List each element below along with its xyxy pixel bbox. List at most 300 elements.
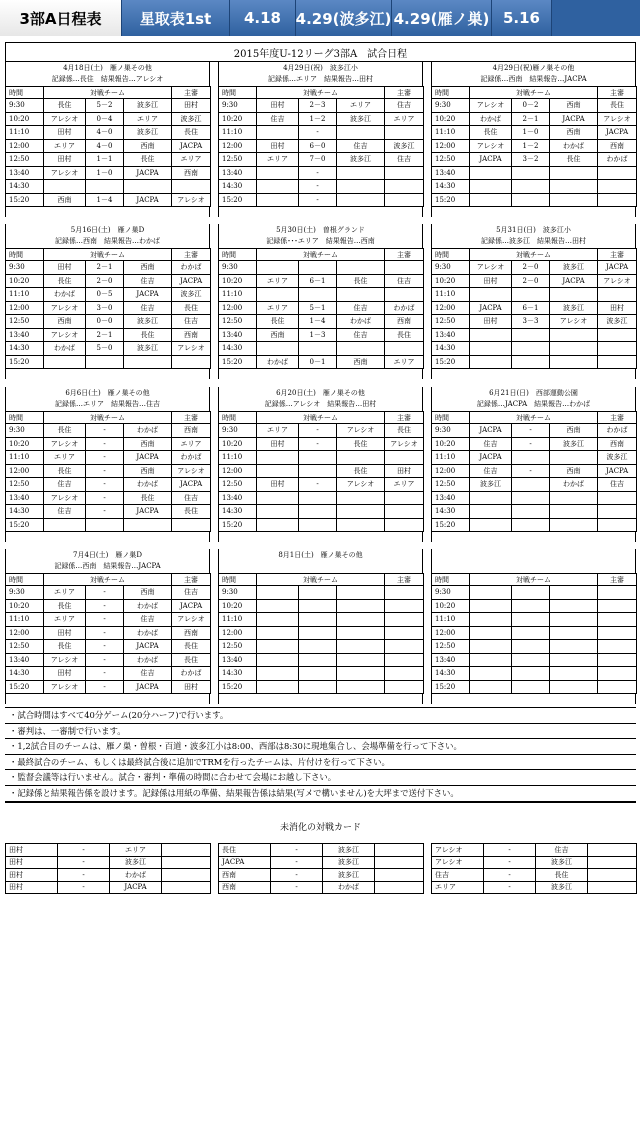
pending-team-b: 長住 (536, 869, 588, 882)
block-header (431, 62, 636, 86)
score: - (512, 464, 550, 478)
home-team (470, 355, 512, 369)
home-team: 長住 (257, 315, 299, 329)
pending-blank (162, 881, 211, 894)
away-team (337, 505, 385, 519)
referee (598, 667, 637, 681)
match-time: 12:00 (219, 626, 257, 640)
block-header (218, 549, 423, 573)
pending-table (431, 843, 637, 894)
home-team: 田村 (257, 437, 299, 451)
block-roles: 記録係…エリア 結果報告…田村 (268, 75, 373, 83)
score (512, 166, 550, 180)
schedule-block (218, 224, 423, 379)
sheet-tab-2[interactable]: 4.18 (230, 0, 296, 36)
match-time: 11:10 (432, 126, 470, 140)
pending-vs: - (58, 856, 110, 869)
table-row (219, 99, 424, 113)
block-header (218, 224, 423, 248)
referee (598, 491, 637, 505)
referee (385, 626, 424, 640)
pending-vs: - (484, 844, 536, 857)
referee (598, 653, 637, 667)
header-time: 時間 (6, 574, 44, 586)
home-team: 住吉 (44, 478, 86, 492)
score: - (86, 437, 124, 451)
match-time: 9:30 (432, 424, 470, 438)
referee: JACPA (172, 478, 211, 492)
match-time: 14:30 (432, 667, 470, 681)
table-row (6, 180, 211, 194)
match-time: 11:10 (219, 613, 257, 627)
away-team: 西南 (550, 99, 598, 113)
score (299, 653, 337, 667)
referee: アレシオ (385, 437, 424, 451)
away-team (550, 355, 598, 369)
sheet-tab-0[interactable]: 3部A日程表 (0, 0, 122, 36)
referee: 住吉 (385, 153, 424, 167)
away-team (550, 193, 598, 207)
away-team: 波多江 (124, 126, 172, 140)
home-team: 西南 (44, 315, 86, 329)
home-team: わかば (257, 355, 299, 369)
referee (598, 193, 637, 207)
home-team: わかば (470, 112, 512, 126)
match-time: 9:30 (432, 586, 470, 600)
table-row (6, 261, 211, 275)
away-team (337, 342, 385, 356)
home-team (257, 586, 299, 600)
score: - (86, 680, 124, 694)
match-time: 10:20 (219, 112, 257, 126)
score (299, 667, 337, 681)
referee: 波多江 (598, 451, 637, 465)
table-row (432, 301, 637, 315)
referee: 住吉 (172, 491, 211, 505)
referee: 長住 (172, 653, 211, 667)
referee (598, 342, 637, 356)
table-row (219, 613, 424, 627)
table-row (432, 126, 637, 140)
block-date: 7月4日(土) 雁ノ巣D (73, 551, 142, 559)
schedule-table (5, 573, 211, 694)
home-team: エリア (257, 301, 299, 315)
pending-team-a: JACPA (219, 856, 271, 869)
pending-vs: - (484, 869, 536, 882)
block-date: 6月20日(土) 雁ノ巣その他 (276, 389, 365, 397)
match-time: 10:20 (219, 274, 257, 288)
home-team: わかば (44, 342, 86, 356)
away-team: アレシオ (550, 315, 598, 329)
block-roles: 記録係…アレシオ 結果報告…田村 (264, 400, 377, 408)
score: 3－2 (512, 153, 550, 167)
home-team: エリア (44, 586, 86, 600)
away-team (550, 667, 598, 681)
away-team: 長住 (550, 153, 598, 167)
score: - (86, 424, 124, 438)
referee (385, 599, 424, 613)
score (299, 626, 337, 640)
schedule-table (218, 86, 424, 207)
block-date: 5月16日(土) 雁ノ巣D (70, 226, 145, 234)
home-team: 田村 (257, 99, 299, 113)
match-time: 12:00 (432, 464, 470, 478)
referee: 長住 (385, 424, 424, 438)
match-time: 11:10 (219, 288, 257, 302)
sheet-tab-5[interactable]: 5.16 (492, 0, 552, 36)
score: 4－0 (86, 126, 124, 140)
away-team (337, 667, 385, 681)
pending-blank (162, 869, 211, 882)
referee: 長住 (598, 99, 637, 113)
home-team (257, 166, 299, 180)
match-time: 12:50 (219, 640, 257, 654)
referee: 西南 (172, 626, 211, 640)
home-team (257, 680, 299, 694)
schedule-table (218, 573, 424, 694)
table-row (6, 464, 211, 478)
away-team: 波多江 (337, 153, 385, 167)
score (512, 328, 550, 342)
referee: わかば (598, 424, 637, 438)
match-time: 14:30 (219, 180, 257, 194)
table-row (432, 328, 637, 342)
referee: 長住 (172, 640, 211, 654)
score: 2－0 (86, 274, 124, 288)
sheet-tab-4[interactable]: 4.29(雁ノ巣) (392, 0, 492, 36)
away-team (337, 166, 385, 180)
score: - (299, 193, 337, 207)
table-row (219, 478, 424, 492)
score (86, 518, 124, 532)
match-time: 15:20 (432, 680, 470, 694)
score (299, 464, 337, 478)
table-header-row (219, 249, 424, 261)
pending-row (219, 869, 424, 882)
match-time: 11:10 (432, 288, 470, 302)
referee: 住吉 (385, 274, 424, 288)
away-team: わかば (124, 653, 172, 667)
pending-team-b: 波多江 (323, 856, 375, 869)
pending-row (432, 881, 637, 894)
home-team: アレシオ (470, 261, 512, 275)
pending-team-b: わかば (323, 881, 375, 894)
score (512, 653, 550, 667)
home-team: エリア (257, 424, 299, 438)
home-team: アレシオ (44, 166, 86, 180)
away-team: アレシオ (337, 424, 385, 438)
home-team: 田村 (44, 153, 86, 167)
score: - (86, 599, 124, 613)
header-teams: 対戦チーム (470, 574, 598, 586)
table-row (6, 626, 211, 640)
away-team (337, 640, 385, 654)
score: 1－0 (512, 126, 550, 140)
referee (598, 166, 637, 180)
score: - (299, 126, 337, 140)
match-time: 10:20 (432, 599, 470, 613)
score: - (299, 424, 337, 438)
home-team (470, 193, 512, 207)
score (299, 518, 337, 532)
table-row (432, 424, 637, 438)
referee: JACPA (598, 261, 637, 275)
match-time: 12:00 (6, 139, 44, 153)
score (512, 451, 550, 465)
away-team (337, 613, 385, 627)
table-row (6, 491, 211, 505)
match-time: 14:30 (6, 180, 44, 194)
score: 2－0 (512, 261, 550, 275)
match-time: 15:20 (432, 518, 470, 532)
referee (172, 355, 211, 369)
away-team (337, 586, 385, 600)
referee: 波多江 (172, 288, 211, 302)
away-team: エリア (337, 99, 385, 113)
away-team: 住吉 (337, 301, 385, 315)
block-date: 4月29日(祝)雁ノ巣その他 (492, 64, 575, 72)
home-team: わかば (44, 288, 86, 302)
referee (385, 680, 424, 694)
match-time: 12:00 (432, 139, 470, 153)
match-time: 12:00 (219, 139, 257, 153)
score: 1－0 (86, 166, 124, 180)
match-time: 9:30 (219, 424, 257, 438)
referee: わかば (172, 451, 211, 465)
table-row (6, 99, 211, 113)
referee (598, 640, 637, 654)
match-time: 9:30 (219, 261, 257, 275)
referee: 波多江 (172, 112, 211, 126)
table-row (6, 518, 211, 532)
away-team: 波多江 (337, 112, 385, 126)
table-row (219, 153, 424, 167)
table-row (6, 451, 211, 465)
header-teams: 対戦チーム (44, 412, 172, 424)
pending-team-a: 田村 (6, 869, 58, 882)
away-team: 西南 (337, 355, 385, 369)
match-time: 15:20 (432, 193, 470, 207)
table-row (219, 491, 424, 505)
score (86, 355, 124, 369)
sheet-tab-3[interactable]: 4.29(波多江) (296, 0, 392, 36)
score (512, 180, 550, 194)
referee (385, 613, 424, 627)
away-team (337, 288, 385, 302)
block-roles: 記録係…エリア 結果報告…住吉 (55, 400, 160, 408)
home-team (257, 261, 299, 275)
home-team (470, 680, 512, 694)
home-team: エリア (44, 613, 86, 627)
home-team (44, 355, 86, 369)
referee: 住吉 (172, 315, 211, 329)
referee: わかば (172, 261, 211, 275)
match-time: 13:40 (432, 491, 470, 505)
block-separator (431, 369, 636, 379)
header-time: 時間 (219, 249, 257, 261)
referee: 長住 (172, 505, 211, 519)
away-team: 西南 (124, 586, 172, 600)
match-time: 15:20 (219, 680, 257, 694)
match-time: 12:50 (432, 315, 470, 329)
pending-team-a: 田村 (6, 856, 58, 869)
home-team: 田村 (257, 139, 299, 153)
header-referee: 主審 (385, 412, 424, 424)
score (299, 261, 337, 275)
table-row (6, 153, 211, 167)
pending-blank (588, 869, 637, 882)
table-row (6, 355, 211, 369)
table-row (219, 139, 424, 153)
match-time: 14:30 (6, 505, 44, 519)
match-time: 12:50 (6, 478, 44, 492)
home-team: 長住 (44, 640, 86, 654)
match-time: 12:00 (6, 626, 44, 640)
score (299, 640, 337, 654)
away-team: 波多江 (550, 301, 598, 315)
score: 6－1 (299, 274, 337, 288)
score: - (299, 478, 337, 492)
header-time: 時間 (432, 249, 470, 261)
header-teams: 対戦チーム (470, 87, 598, 99)
home-team (257, 653, 299, 667)
table-row (6, 437, 211, 451)
match-time: 12:00 (432, 626, 470, 640)
header-teams: 対戦チーム (257, 574, 385, 586)
home-team: 波多江 (470, 478, 512, 492)
score: 1－4 (86, 193, 124, 207)
header-time: 時間 (432, 87, 470, 99)
away-team (550, 288, 598, 302)
referee: 波多江 (385, 139, 424, 153)
pending-blank (375, 856, 424, 869)
table-row (219, 518, 424, 532)
block-roles: 記録係…JACPA 結果報告…わかば (476, 400, 591, 408)
match-time: 15:20 (6, 193, 44, 207)
match-time: 15:20 (219, 518, 257, 532)
pending-blank (375, 844, 424, 857)
score (299, 586, 337, 600)
sheet-title: 2015年度U-12リーグ3部A 試合日程 (5, 42, 636, 62)
table-row (432, 112, 637, 126)
block-header (5, 62, 210, 86)
score: 0－2 (512, 99, 550, 113)
away-team (550, 328, 598, 342)
away-team: 長住 (124, 153, 172, 167)
match-time: 14:30 (219, 505, 257, 519)
match-time: 14:30 (219, 342, 257, 356)
home-team (257, 667, 299, 681)
table-row (432, 193, 637, 207)
match-time: 12:00 (432, 301, 470, 315)
table-header-row (219, 412, 424, 424)
table-row (432, 586, 637, 600)
header-referee: 主審 (172, 412, 211, 424)
score: - (86, 626, 124, 640)
table-row (6, 667, 211, 681)
score: 2－0 (512, 274, 550, 288)
away-team: 西南 (550, 424, 598, 438)
table-row (6, 288, 211, 302)
header-teams: 対戦チーム (470, 249, 598, 261)
table-header-row (219, 87, 424, 99)
away-team: 長住 (337, 274, 385, 288)
pending-vs: - (484, 856, 536, 869)
table-header-row (432, 249, 637, 261)
table-row (432, 166, 637, 180)
table-row (432, 505, 637, 519)
match-time: 13:40 (6, 491, 44, 505)
away-team (337, 680, 385, 694)
referee: アレシオ (172, 464, 211, 478)
match-time: 13:40 (219, 328, 257, 342)
home-team (257, 342, 299, 356)
home-team: アレシオ (44, 491, 86, 505)
pending-row (432, 844, 637, 857)
match-time: 11:10 (6, 126, 44, 140)
table-row (219, 437, 424, 451)
schedule-table (431, 573, 637, 694)
away-team (337, 599, 385, 613)
referee: JACPA (598, 464, 637, 478)
table-row (219, 667, 424, 681)
home-team (470, 180, 512, 194)
match-time: 14:30 (432, 180, 470, 194)
home-team (470, 505, 512, 519)
table-row (432, 342, 637, 356)
table-row (6, 505, 211, 519)
score: 6－1 (512, 301, 550, 315)
table-row (219, 112, 424, 126)
away-team (550, 599, 598, 613)
match-time: 9:30 (432, 261, 470, 275)
table-row (6, 301, 211, 315)
home-team: 田村 (44, 261, 86, 275)
block-header (5, 224, 210, 248)
home-team: 住吉 (470, 464, 512, 478)
score (512, 518, 550, 532)
pending-blank (588, 881, 637, 894)
schedule-block (5, 387, 210, 542)
table-row (6, 586, 211, 600)
pending-blank (588, 844, 637, 857)
table-row (6, 328, 211, 342)
referee: JACPA (172, 599, 211, 613)
match-time: 12:50 (432, 153, 470, 167)
referee (385, 505, 424, 519)
score (512, 599, 550, 613)
match-time: 13:40 (219, 166, 257, 180)
match-time: 10:20 (6, 112, 44, 126)
match-time: 12:50 (6, 640, 44, 654)
referee (385, 586, 424, 600)
score: - (86, 653, 124, 667)
away-team: 西南 (550, 464, 598, 478)
table-row (6, 640, 211, 654)
home-team (257, 126, 299, 140)
pending-blank (588, 856, 637, 869)
match-time: 13:40 (432, 328, 470, 342)
pending-team-b: 波多江 (323, 844, 375, 857)
sheet-tab-1[interactable]: 星取表1st (122, 0, 230, 36)
match-time: 12:50 (432, 640, 470, 654)
away-team (337, 491, 385, 505)
away-team: わかば (124, 599, 172, 613)
home-team: JACPA (470, 451, 512, 465)
schedule-block (5, 62, 210, 217)
header-time: 時間 (6, 249, 44, 261)
away-team (550, 653, 598, 667)
